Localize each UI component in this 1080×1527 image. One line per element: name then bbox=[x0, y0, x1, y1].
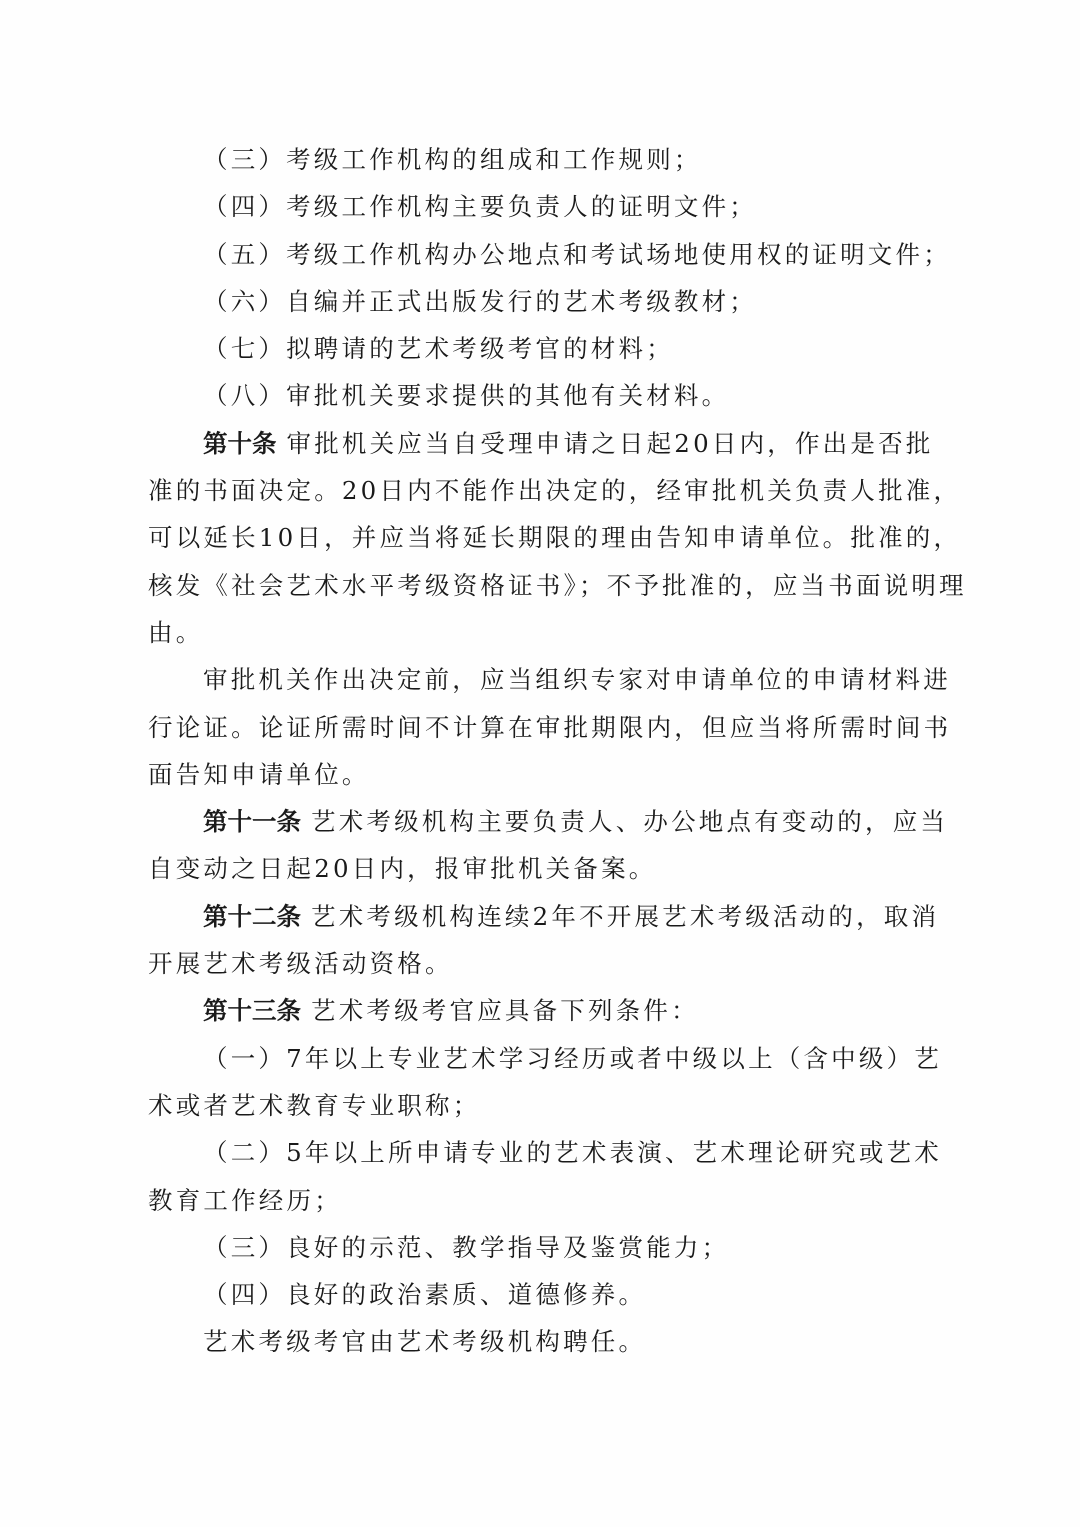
article-heading: 第十三条 bbox=[203, 996, 301, 1026]
article-text: 审批机关应当自受理申请之日起20日内，作出是否批 bbox=[286, 428, 934, 458]
closing-text: 艺术考级考官由艺术考级机构聘任。 bbox=[203, 1327, 647, 1357]
article-text: 艺术考级机构主要负责人、办公地点有变动的，应当 bbox=[311, 807, 949, 837]
list-item: （一）7年以上专业艺术学习经历或者中级以上（含中级）艺 bbox=[203, 1043, 942, 1073]
article-text: 审批机关作出决定前，应当组织专家对申请单位的申请材料进 bbox=[203, 665, 951, 695]
article-text: 准的书面决定。20日内不能作出决定的，经审批机关负责人批准， bbox=[148, 476, 962, 506]
list-item: （六）自编并正式出版发行的艺术考级教材； bbox=[203, 286, 757, 316]
article-text: 可以延长10日，并应当将延长期限的理由告知申请单位。批准的， bbox=[148, 523, 962, 553]
article-12 bbox=[148, 893, 938, 988]
list-item: （五）考级工作机构办公地点和考试场地使用权的证明文件； bbox=[203, 239, 951, 269]
article-heading: 第十二条 bbox=[203, 901, 301, 931]
article-text: 艺术考级机构连续2年不开展艺术考级活动的，取消 bbox=[311, 901, 940, 931]
article-10 bbox=[148, 420, 967, 798]
article-text: 由。 bbox=[148, 617, 204, 647]
list-item: （三）良好的示范、教学指导及鉴赏能力； bbox=[203, 1232, 730, 1262]
article-text: 开展艺术考级活动资格。 bbox=[148, 949, 453, 979]
article-11 bbox=[148, 798, 949, 893]
article-heading: 第十条 bbox=[203, 428, 277, 458]
list-item: （七）拟聘请的艺术考级考官的材料； bbox=[203, 334, 674, 364]
article-text: 行论证。论证所需时间不计算在审批期限内，但应当将所需时间书 bbox=[148, 712, 952, 742]
article-13 bbox=[148, 987, 942, 1365]
list-item-continued: 术或者艺术教育专业职称； bbox=[148, 1090, 481, 1120]
article-heading: 第十一条 bbox=[203, 807, 301, 837]
list-item-continued: 教育工作经历； bbox=[148, 1185, 342, 1215]
document-page bbox=[148, 136, 967, 1366]
article-text: 艺术考级考官应具备下列条件： bbox=[311, 996, 699, 1026]
list-item: （三）考级工作机构的组成和工作规则； bbox=[203, 145, 702, 174]
list-item: （八）审批机关要求提供的其他有关材料。 bbox=[203, 381, 730, 411]
article-text: 自变动之日起20日内，报审批机关备案。 bbox=[148, 854, 657, 884]
article-text: 面告知申请单位。 bbox=[148, 759, 370, 789]
list-item: （四）良好的政治素质、道德修养。 bbox=[203, 1280, 647, 1310]
list-item: （二）5年以上所申请专业的艺术表演、艺术理论研究或艺术 bbox=[203, 1138, 942, 1168]
list-item: （四）考级工作机构主要负责人的证明文件； bbox=[203, 192, 757, 222]
article-text: 核发《社会艺术水平考级资格证书》；不予批准的，应当书面说明理 bbox=[148, 570, 967, 600]
